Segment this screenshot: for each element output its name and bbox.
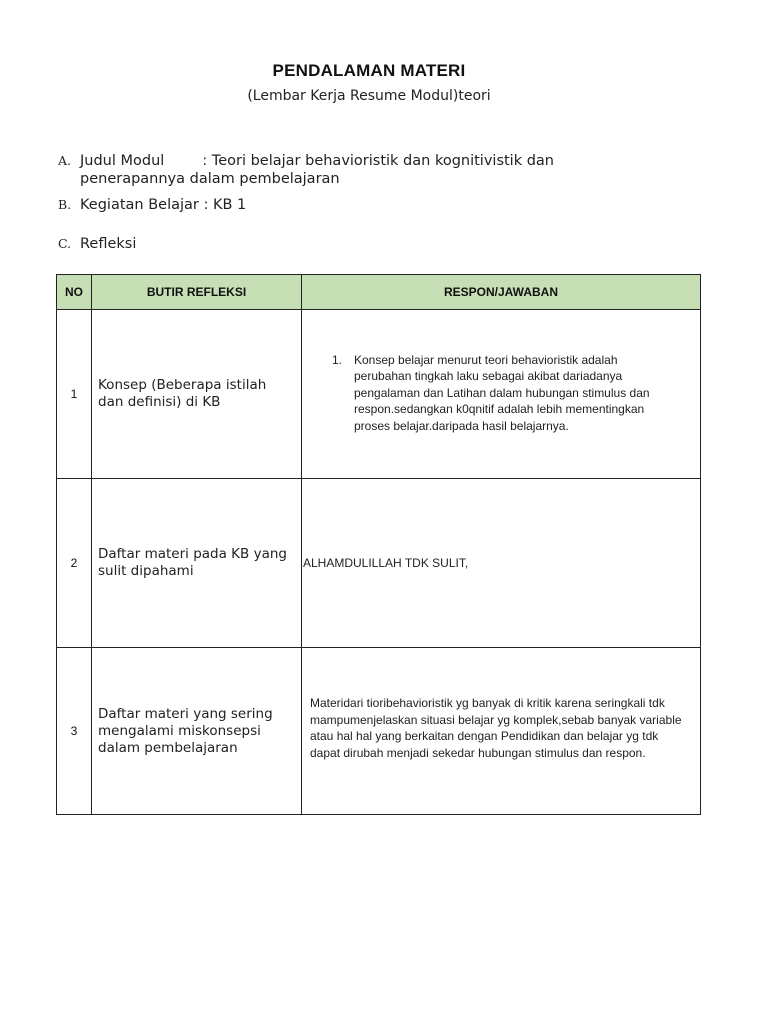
respon-text: Konsep belajar menurut teori behavioristik adalah perubahan tingkah laku sebagai akibat dariadanya pengalaman dan Latihan dalam hubungan stimulus dan respon.sedangkan k0qnitif adalah lebih mementingkan proses belajar.daripada hasil belajarnya.: [354, 352, 650, 433]
page-title: PENDALAMAN MATERI: [272, 61, 466, 80]
field-judul-modul: [58, 152, 554, 188]
table-row: [57, 479, 701, 648]
field-a-value: : Teori belajar behavioristik dan kognitivistik dan: [202, 153, 555, 169]
reflection-table: [56, 274, 701, 815]
page-subtitle: (Lembar Kerja Resume Modul)teori: [247, 88, 491, 104]
field-a-value-cont: penerapannya dalam pembelajaran: [80, 171, 340, 187]
header-no: NO: [57, 275, 92, 310]
header-butir: BUTIR REFLEKSI: [92, 275, 302, 310]
row-butir: Daftar materi yang sering mengalami miskonsepsi dalam pembelajaran: [92, 648, 302, 815]
field-c-label: Refleksi: [80, 236, 137, 252]
respon-text: Materidari tioribehavioristik yg banyak di kritik karena seringkali tdk mampumenjelaskan situasi belajar yg komplek,sebab banyak variable atau hal hal yang berkaitan dengan Pendidikan dan belajar yg tdk dapat dirubah menjadi sekedar hubungan stimulus dan respon.: [310, 696, 682, 760]
row-butir: Konsep (Beberapa istilah dan definisi) di KB: [92, 310, 302, 479]
field-kegiatan-belajar: [58, 196, 246, 214]
row-respon: [302, 648, 701, 815]
field-b-label: Kegiatan Belajar: [80, 197, 199, 213]
row-number: 3: [57, 648, 92, 815]
table-row: [57, 310, 701, 479]
row-butir: Daftar materi pada KB yang sulit dipahami: [92, 479, 302, 648]
field-b-value: : KB 1: [203, 197, 247, 213]
row-respon: [302, 310, 701, 479]
field-refleksi: [58, 235, 136, 253]
table-row: [57, 648, 701, 815]
row-number: 2: [57, 479, 92, 648]
row-number: 1: [57, 310, 92, 479]
respon-text: ALHAMDULILLAH TDK SULIT,: [303, 555, 469, 570]
field-b-letter: B.: [58, 197, 72, 212]
header-respon: RESPON/JAWABAN: [302, 275, 701, 310]
field-a-label: Judul Modul: [80, 153, 165, 169]
row-respon: [302, 479, 701, 648]
field-a-letter: A.: [58, 153, 72, 168]
field-c-letter: C.: [58, 236, 72, 251]
respon-list-number: 1.: [332, 352, 343, 367]
table-header-row: [57, 275, 701, 310]
